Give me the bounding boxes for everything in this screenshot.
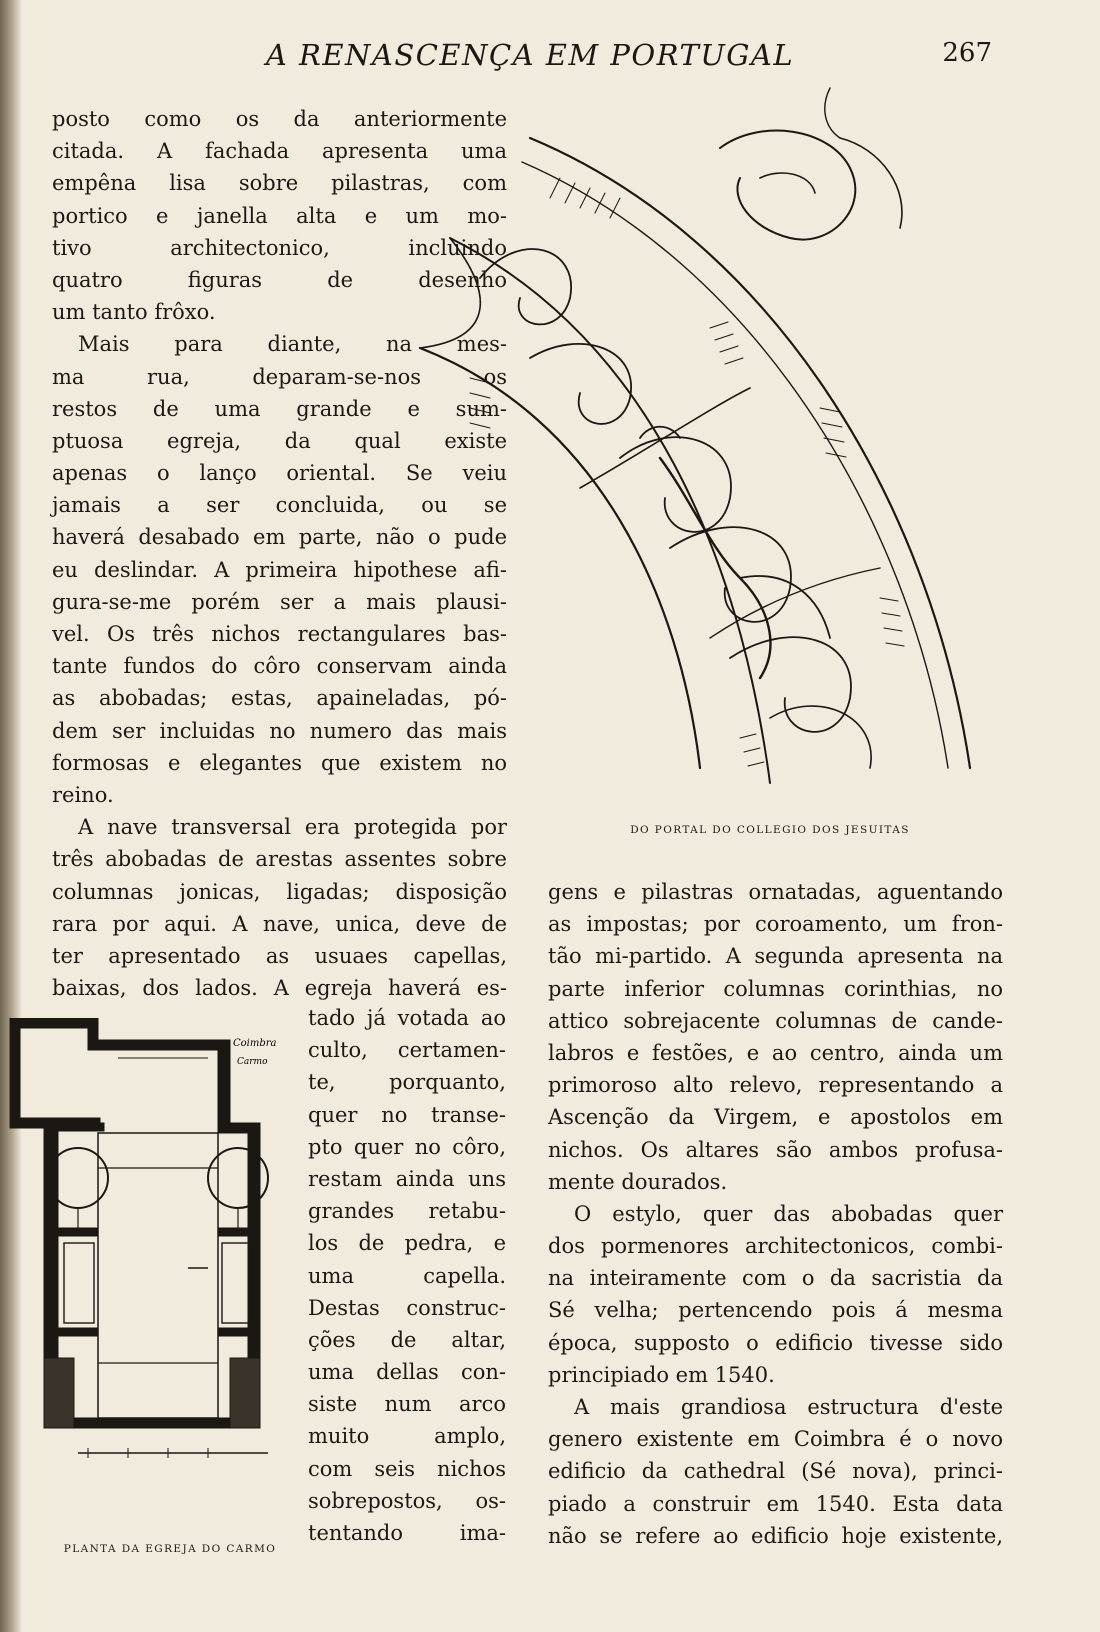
- text-line: restos de uma grande e sum-: [52, 396, 507, 421]
- text-line: um tanto frôxo.: [52, 300, 216, 325]
- narrow-column-text: [308, 1002, 506, 1549]
- text-line: quatro figuras de desenho: [52, 267, 507, 292]
- text-line: attico sobrejacente columnas de cande-: [548, 1008, 1003, 1033]
- text-line: ções de altar,: [308, 1327, 506, 1352]
- text-line: ter apresentado as usuaes capellas,: [52, 943, 507, 968]
- text-line: edificio da cathedral (Sé nova), princi-: [548, 1459, 1003, 1484]
- text-line: haverá desabado em parte, não o pude: [52, 525, 507, 550]
- paragraph-start-line: A mais grandiosa estructura d'este: [574, 1395, 1003, 1419]
- text-line: tivo architectonico, incluindo: [52, 235, 507, 260]
- text-line: citada. A fachada apresenta uma: [52, 139, 507, 164]
- text-line: Destas construc-: [308, 1295, 506, 1320]
- text-line: primoroso alto relevo, representando a: [548, 1073, 1003, 1098]
- text-line: ptuosa egreja, da qual existe: [52, 428, 507, 453]
- text-line: gens e pilastras ornatadas, aguentando: [548, 880, 1003, 904]
- text-line: as abobadas; estas, apaineladas, pó-: [52, 686, 507, 711]
- text-line: nichos. Os altares são ambos profusa-: [548, 1137, 1003, 1162]
- text-line: los de pedra, e: [308, 1231, 506, 1256]
- text-line: baixas, dos lados. A egreja haverá es-: [52, 976, 507, 1001]
- text-line: parte inferior columnas corinthias, no: [548, 976, 1003, 1001]
- paragraph-start-line: Mais para diante, na mes-: [78, 332, 507, 357]
- text-line: restam ainda uns: [308, 1166, 506, 1191]
- text-line: não se refere ao edificio hoje existente,: [548, 1523, 1003, 1548]
- text-line: ma rua, deparam-se-nos os: [52, 364, 507, 389]
- text-line: gura-se-me porém ser a mais plausi-: [52, 589, 507, 614]
- text-line: principiado em 1540.: [548, 1362, 775, 1387]
- text-line: formosas e elegantes que existem no: [52, 750, 507, 775]
- text-line: grandes retabu-: [308, 1199, 506, 1224]
- text-line: as impostas; por coroamento, um fron-: [548, 912, 1003, 937]
- text-line: columnas jonicas, ligadas; disposição: [52, 879, 507, 904]
- text-line: vel. Os três nichos rectangulares bas-: [52, 622, 507, 646]
- text-line: Sé velha; pertencendo pois á mesma: [548, 1298, 1003, 1323]
- page-number: 267: [942, 38, 992, 68]
- text-line: tado já votada ao: [308, 1006, 506, 1030]
- text-line: uma capella.: [308, 1263, 506, 1288]
- text-line: sobrepostos, os-: [308, 1488, 506, 1513]
- text-line: jamais a ser concluida, ou se: [52, 493, 507, 518]
- plan-figure-caption: PLANTA DA EGREJA DO CARMO: [63, 1543, 277, 1555]
- text-line: culto, certamen-: [308, 1038, 506, 1063]
- text-line: dem ser incluidas no numero das mais: [52, 718, 507, 743]
- text-line: muito amplo,: [308, 1424, 506, 1449]
- paragraph-start-line: O estylo, quer das abobadas quer: [574, 1201, 1003, 1226]
- text-line: tante fundos do côro conservam ainda: [52, 654, 507, 679]
- text-line: reino.: [52, 782, 114, 807]
- text-line: pto quer no côro,: [308, 1134, 506, 1159]
- text-line: na inteiramente com o da sacristia da: [548, 1266, 1003, 1291]
- text-line: empêna lisa sobre pilastras, com: [52, 171, 507, 196]
- text-line: época, supposto o edificio tivesse sido: [548, 1330, 1003, 1355]
- paragraph-start-line: A nave transversal era protegida por: [78, 815, 507, 840]
- text-line: posto como os da anteriormente: [52, 107, 507, 131]
- text-line: mente dourados.: [548, 1169, 728, 1194]
- text-line: siste num arco: [308, 1392, 506, 1417]
- plan-annotation-carmo: Carmo: [237, 1057, 268, 1067]
- text-line: piado a construir em 1540. Esta data: [548, 1491, 1003, 1516]
- text-line: quer no transe-: [308, 1102, 506, 1127]
- text-line: tão mi-partido. A segunda apresenta na: [548, 944, 1003, 969]
- text-line: eu deslindar. A primeira hipothese afi-: [52, 557, 507, 582]
- text-line: labros e festões, e ao centro, ainda um: [548, 1040, 1003, 1065]
- portal-figure-caption: DO PORTAL DO COLLEGIO DOS JESUITAS: [630, 824, 910, 836]
- portal-ornament-drawing: [410, 78, 1010, 808]
- portal-ornament-illustration: [410, 78, 1010, 808]
- text-line: te, porquanto,: [308, 1070, 506, 1095]
- text-line: tentando ima-: [308, 1521, 506, 1545]
- running-title: A RENASCENÇA EM PORTUGAL: [265, 38, 795, 72]
- plan-annotation-coimbra: Coimbra: [233, 1038, 277, 1049]
- text-line: apenas o lanço oriental. Se veiu: [52, 461, 507, 486]
- text-line: genero existente em Coimbra é o novo: [548, 1427, 1003, 1452]
- church-floor-plan: [8, 1018, 298, 1533]
- text-line: com seis nichos: [308, 1456, 506, 1481]
- text-line: três abobadas de arestas assentes sobre: [52, 847, 507, 872]
- text-line: portico e janella alta e um mo-: [52, 203, 507, 228]
- floor-plan-drawing: [8, 1018, 298, 1533]
- text-line: uma dellas con-: [308, 1360, 506, 1385]
- right-column-text: [548, 876, 1003, 1552]
- text-line: Ascenção da Virgem, e apostolos em: [548, 1105, 1003, 1130]
- text-line: rara por aqui. A nave, unica, deve de: [52, 911, 507, 936]
- text-line: dos pormenores architectonicos, combi-: [548, 1234, 1003, 1259]
